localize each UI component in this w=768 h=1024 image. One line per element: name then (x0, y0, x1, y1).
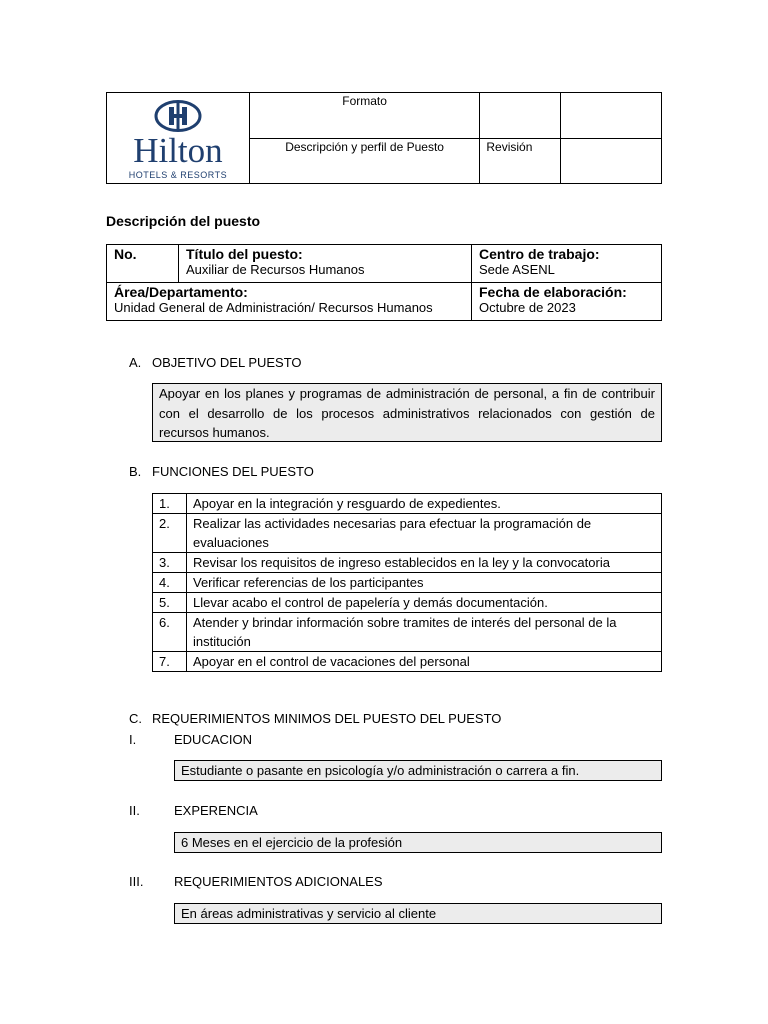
funcion-row (153, 593, 662, 613)
funciones-heading: FUNCIONES DEL PUESTO (152, 464, 314, 479)
funciones-table (152, 493, 662, 672)
funcion-number: 7. (153, 652, 187, 672)
revision-label: Revisión (486, 140, 533, 154)
empty-cell-1 (480, 93, 561, 139)
empty-cell-2 (561, 93, 662, 139)
educacion-marker: I. (129, 732, 137, 747)
funcion-number: 6. (153, 613, 187, 652)
hilton-emblem-icon (152, 98, 204, 134)
funcion-text: Revisar los requisitos de ingreso establecidos en la ley y la convocatoria (187, 553, 662, 573)
adicionales-box: En áreas administrativas y servicio al cliente (174, 903, 662, 924)
area-label: Área/Departamento: (114, 284, 248, 300)
objetivo-marker: A. (129, 355, 142, 370)
funcion-row (153, 494, 662, 514)
title-cell (179, 245, 472, 283)
funcion-number: 3. (153, 553, 187, 573)
center-label: Centro de trabajo: (479, 246, 600, 262)
funcion-text: Llevar acabo el control de papelería y demás documentación. (187, 593, 662, 613)
funcion-number: 4. (153, 573, 187, 593)
funcion-text: Realizar las actividades necesarias para efectuar la programación de evaluaciones (187, 514, 662, 553)
requerimientos-marker: C. (129, 711, 142, 726)
no-label: No. (114, 246, 137, 262)
educacion-label: EDUCACION (174, 732, 253, 747)
empty-cell-3 (561, 139, 662, 184)
title-label: Título del puesto: (186, 246, 303, 262)
hilton-tagline: HOTELS & RESORTS (128, 170, 228, 180)
doc-title-cell (249, 139, 480, 184)
funcion-text: Apoyar en el control de vacaciones del personal (187, 652, 662, 672)
requerimientos-heading: REQUERIMIENTOS MINIMOS DEL PUESTO DEL PUESTO (152, 711, 502, 726)
funcion-row (153, 553, 662, 573)
center-cell (472, 245, 662, 283)
date-label: Fecha de elaboración: (479, 284, 627, 300)
section-title: Descripción del puesto (106, 213, 261, 229)
area-cell (107, 283, 472, 321)
hilton-wordmark: Hilton (133, 131, 223, 170)
title-value: Auxiliar de Recursos Humanos (186, 262, 365, 277)
date-cell (472, 283, 662, 321)
experiencia-marker: II. (129, 803, 140, 818)
funcion-number: 1. (153, 494, 187, 514)
funcion-number: 5. (153, 593, 187, 613)
objetivo-heading: OBJETIVO DEL PUESTO (152, 355, 302, 370)
funciones-marker: B. (129, 464, 142, 479)
hilton-logo (107, 98, 249, 180)
document-header-table (106, 92, 662, 184)
adicionales-label: REQUERIMIENTOS ADICIONALES (174, 874, 383, 889)
adicionales-marker: III. (129, 874, 144, 889)
format-label: Formato (342, 94, 387, 108)
funcion-text: Apoyar en la integración y resguardo de expedientes. (187, 494, 662, 514)
funcion-row (153, 514, 662, 553)
job-info-table (106, 244, 662, 321)
format-cell (249, 93, 480, 139)
center-value: Sede ASENL (479, 262, 555, 277)
doc-title: Descripción y perfil de Puesto (285, 140, 444, 154)
educacion-box: Estudiante o pasante en psicología y/o administración o carrera a fin. (174, 760, 662, 781)
logo-cell (107, 93, 250, 184)
date-value: Octubre de 2023 (479, 300, 576, 315)
funcion-row (153, 573, 662, 593)
experiencia-label: EXPERENCIA (174, 803, 258, 818)
funcion-row (153, 652, 662, 672)
funcion-text: Verificar referencias de los participantes (187, 573, 662, 593)
funcion-row (153, 613, 662, 652)
experiencia-box: 6 Meses en el ejercicio de la profesión (174, 832, 662, 853)
no-cell (107, 245, 179, 283)
objetivo-box: Apoyar en los planes y programas de administración de personal, a fin de contribuir con el desarrollo de los procesos administrativos relacionados con gestión de recursos humanos. (152, 383, 662, 442)
revision-cell (480, 139, 561, 184)
area-value: Unidad General de Administración/ Recursos Humanos (114, 300, 433, 315)
funcion-number: 2. (153, 514, 187, 553)
funcion-text: Atender y brindar información sobre tramites de interés del personal de la institución (187, 613, 662, 652)
